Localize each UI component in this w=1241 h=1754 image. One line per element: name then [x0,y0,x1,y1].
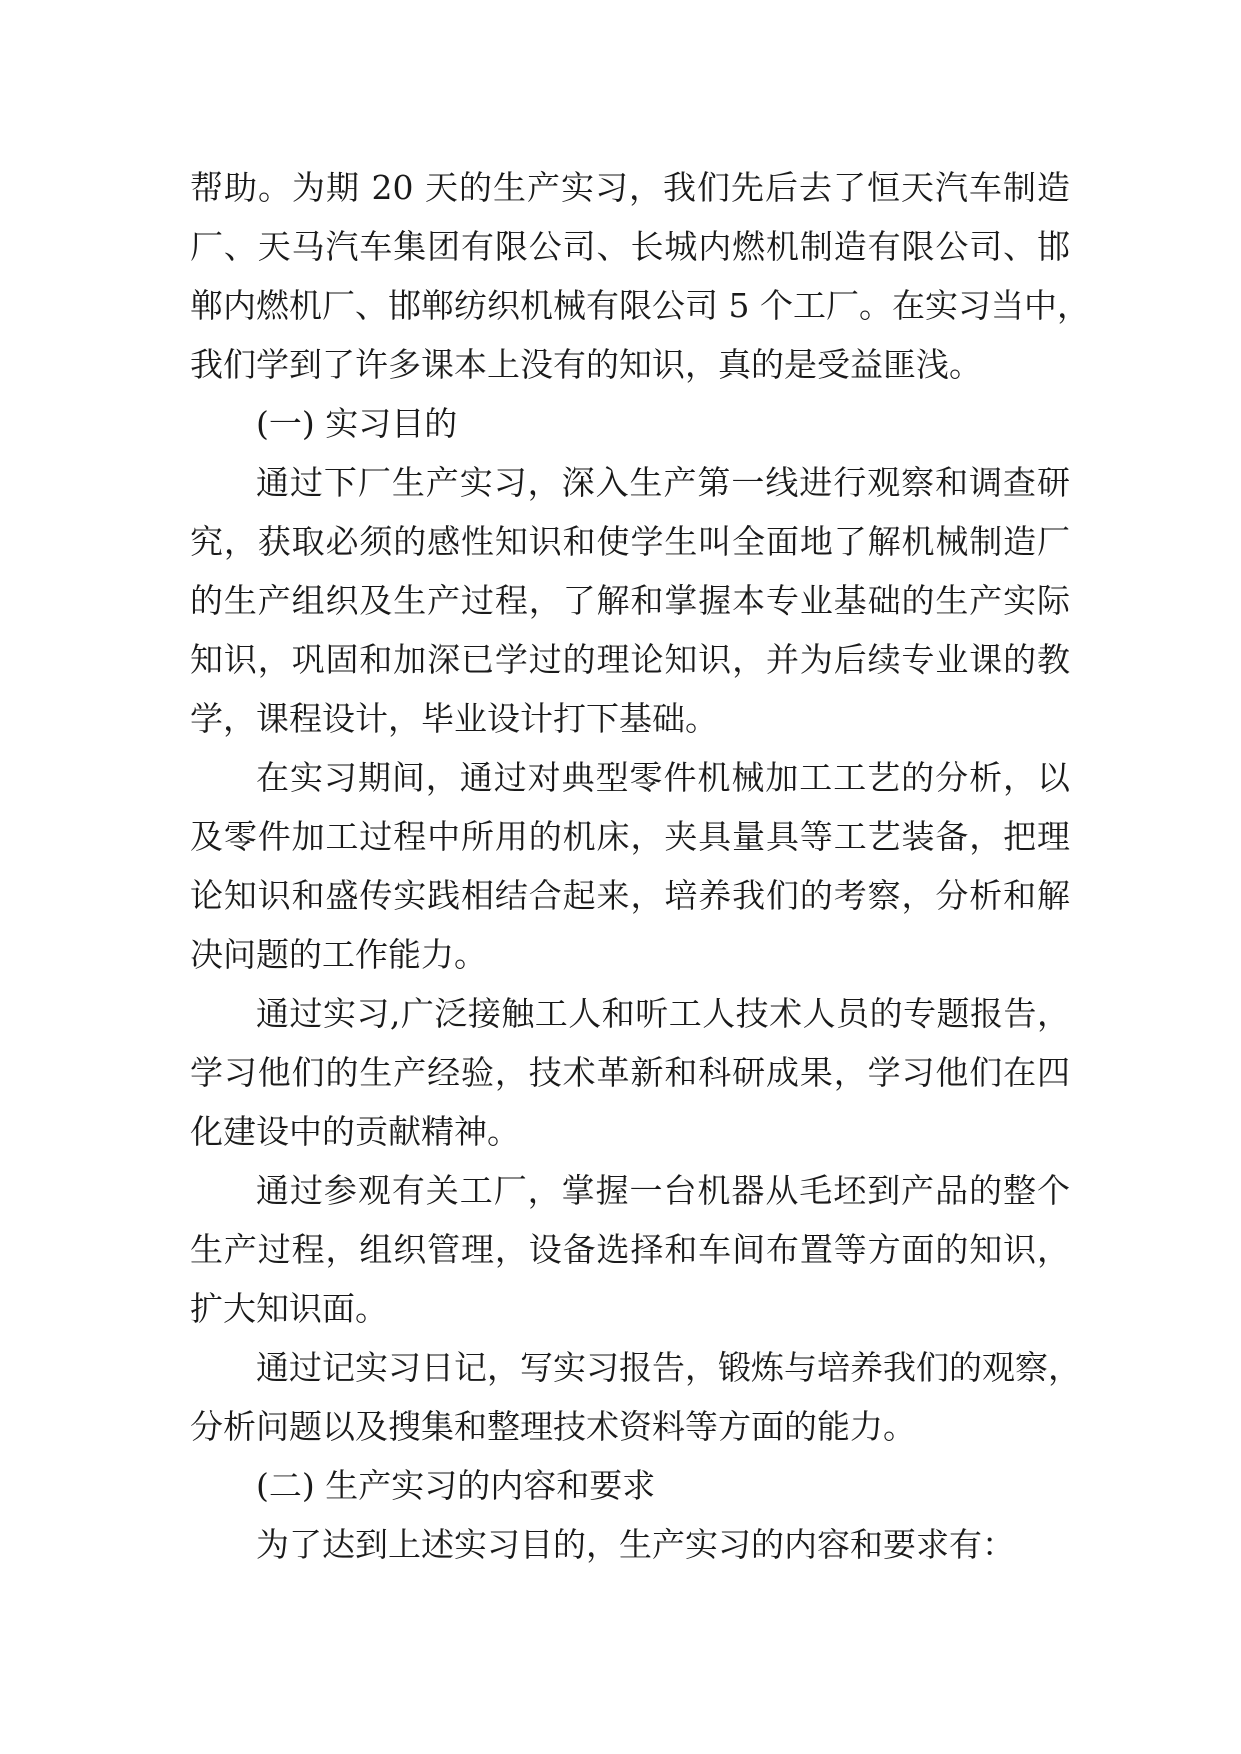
text-line: 通过记实习日记，写实习报告，锻炼与培养我们的观察， [256,1348,1081,1387]
text-line: 决问题的工作能力。 [190,935,487,974]
text-line: 帮助。为期 20 天的生产实习，我们先后去了恒天汽车制造 [190,168,1070,207]
text-line: 学习他们的生产经验，技术革新和科研成果，学习他们在四 [190,1053,1070,1092]
text-line: 厂、天马汽车集团有限公司、长城内燃机制造有限公司、邯 [190,227,1070,266]
text-line: 通过参观有关工厂，掌握一台机器从毛坯到产品的整个 [256,1171,1070,1210]
text-line: 通过实习,广泛接触工人和听工人技术人员的专题报告， [256,994,1070,1033]
text-line: 知识，巩固和加深已学过的理论知识，并为后续专业课的教 [190,640,1070,679]
text-line: 通过下厂生产实习，深入生产第一线进行观察和调查研 [256,463,1070,502]
text-line: 扩大知识面。 [190,1289,388,1328]
text-line: 论知识和盛传实践相结合起来，培养我们的考察，分析和解 [190,876,1070,915]
text-line: 化建设中的贡献精神。 [190,1112,520,1151]
text-line: 郸内燃机厂、邯郸纺织机械有限公司 5 个工厂。在实习当中， [190,286,1090,325]
document-body [190,158,1090,1574]
text-line: 在实习期间，通过对典型零件机械加工工艺的分析，以 [256,758,1070,797]
text-line: 生产过程，组织管理，设备选择和车间布置等方面的知识， [190,1230,1070,1269]
text-line: 究，获取必须的感性知识和使学生叫全面地了解机械制造厂 [190,522,1070,561]
text-line: 及零件加工过程中所用的机床，夹具量具等工艺装备，把理 [190,817,1070,856]
section-heading: (一) 实习目的 [256,404,458,443]
section-heading: (二) 生产实习的内容和要求 [256,1466,656,1505]
text-line: 的生产组织及生产过程，了解和掌握本专业基础的生产实际 [190,581,1070,620]
text-line: 我们学到了许多课本上没有的知识，真的是受益匪浅。 [190,345,982,384]
text-line: 为了达到上述实习目的，生产实习的内容和要求有： [256,1525,1015,1564]
text-line: 分析问题以及搜集和整理技术资料等方面的能力。 [190,1407,916,1446]
text-line: 学，课程设计，毕业设计打下基础。 [190,699,718,738]
